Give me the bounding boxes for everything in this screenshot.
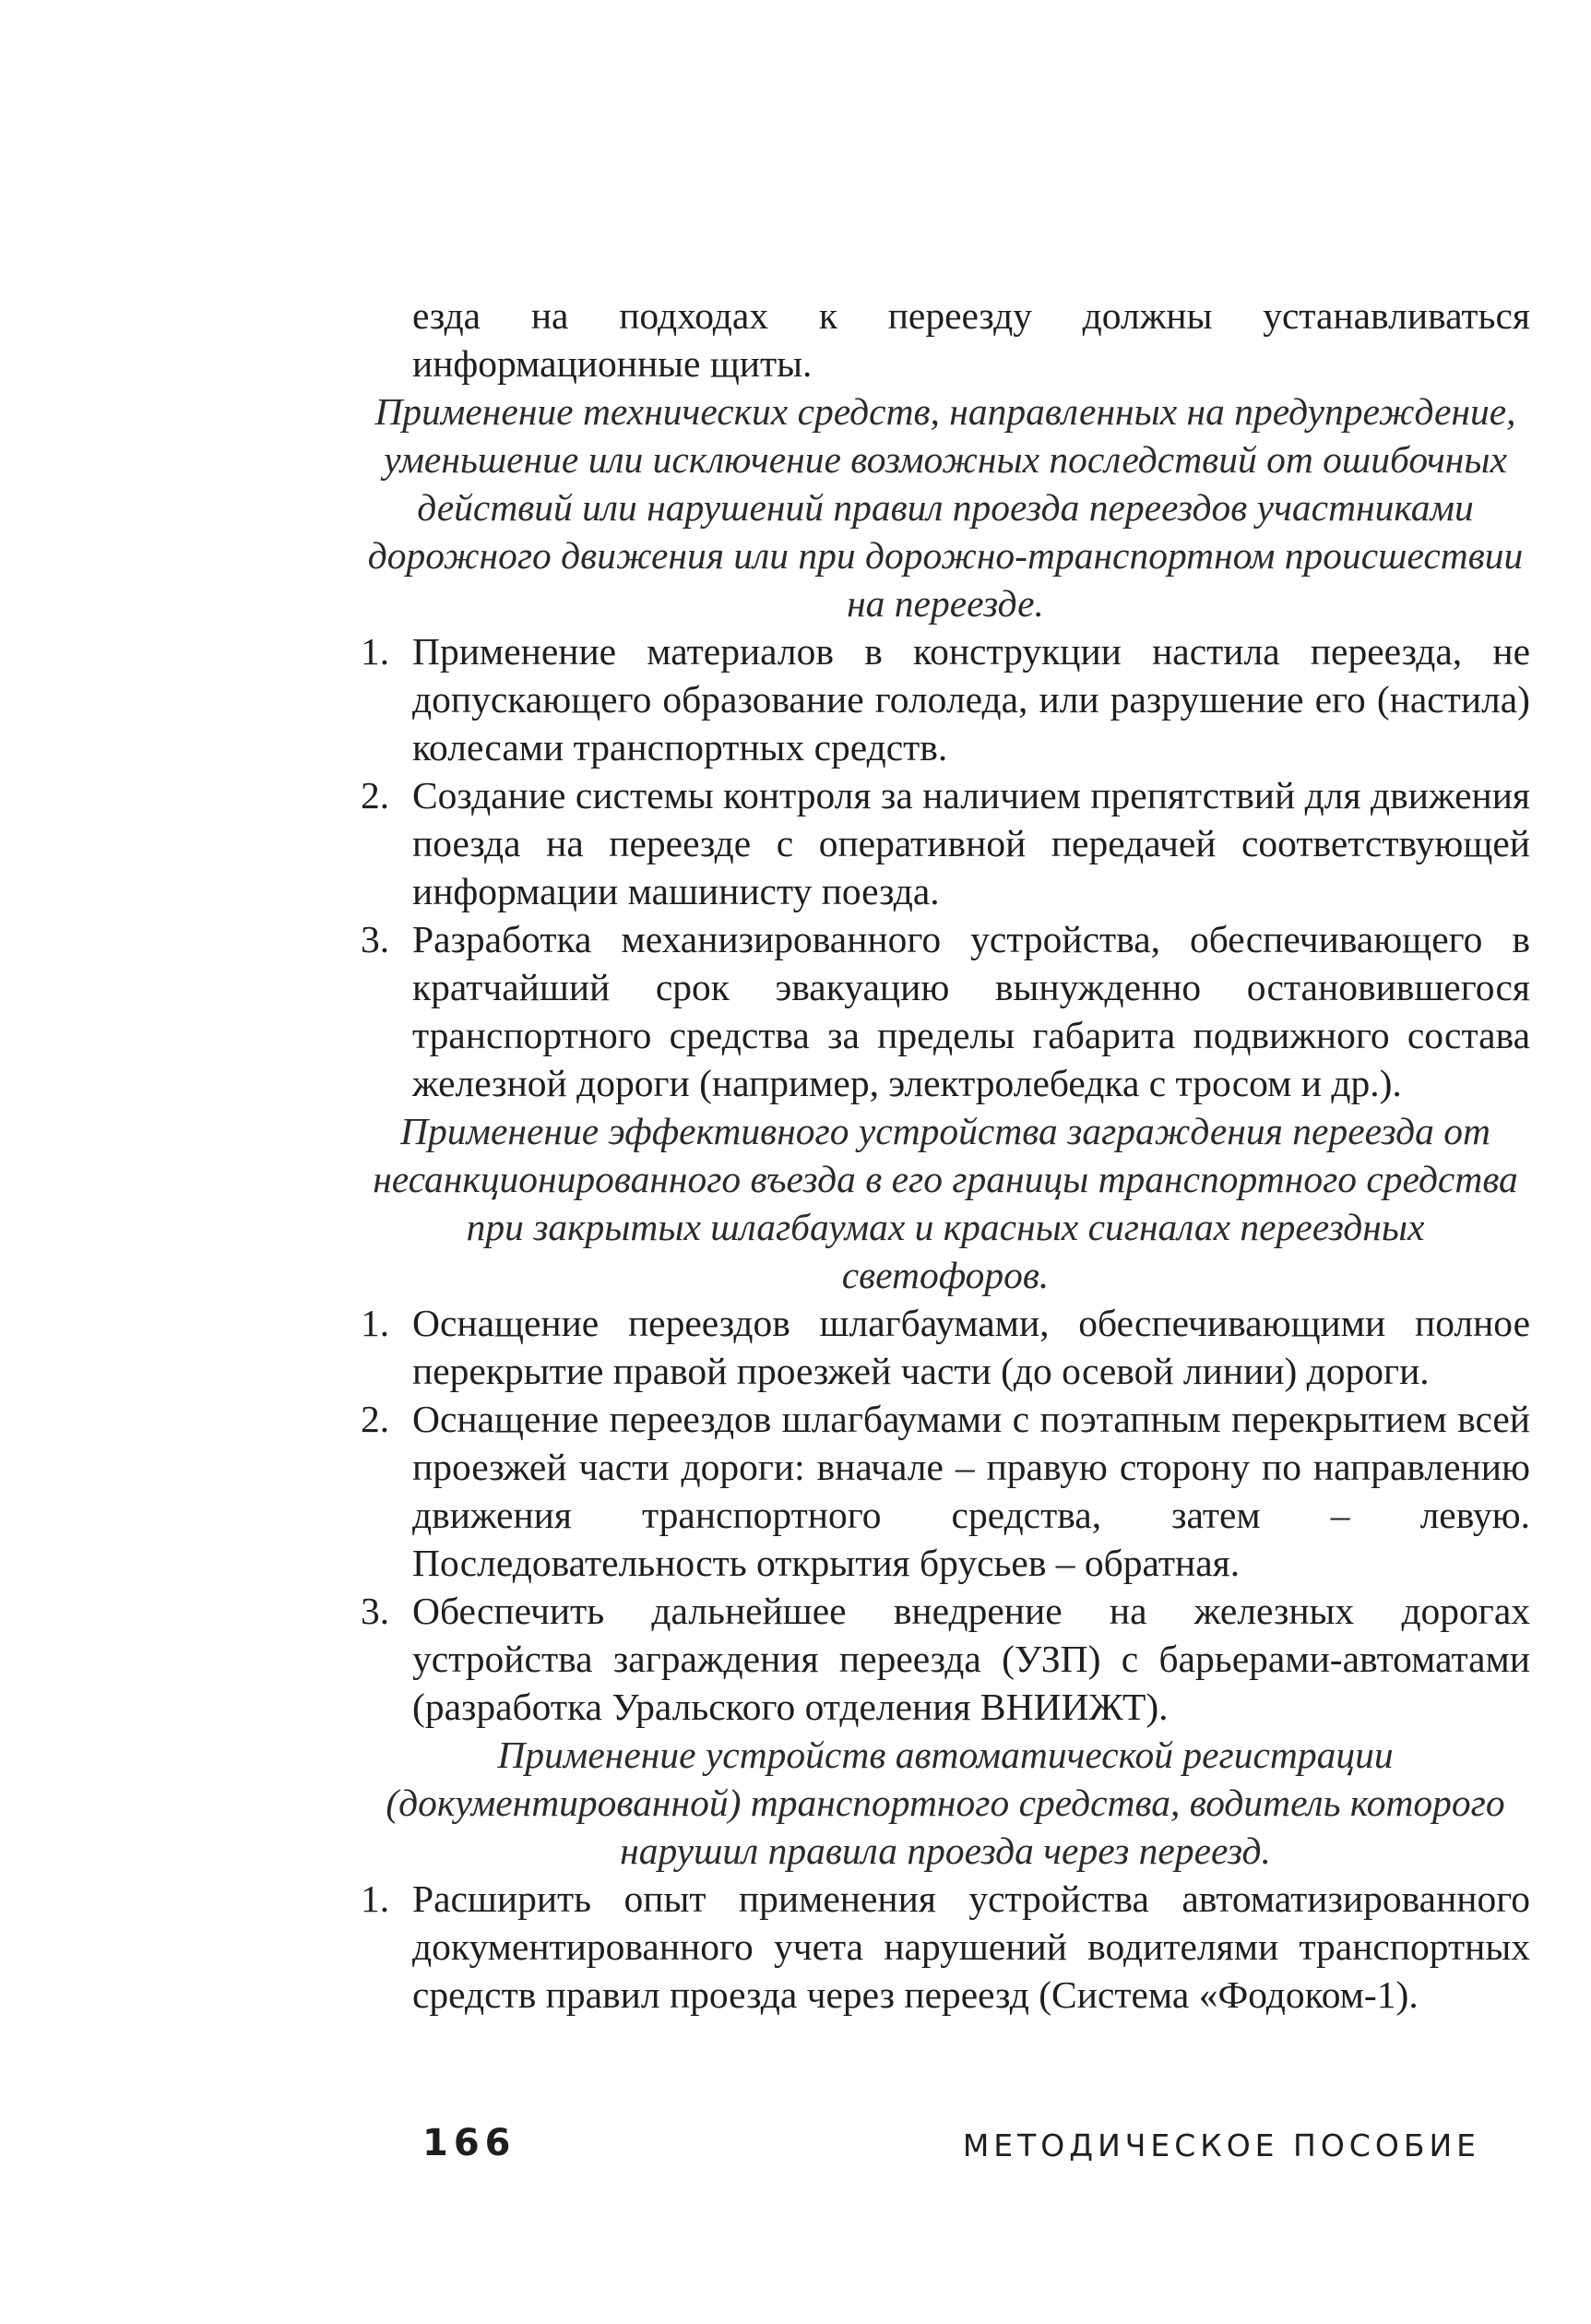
- list-item: [361, 771, 1530, 915]
- item-text: Обеспечить дальнейшее внедрение на железных дорогах устройства заграждения переезда (УЗП) с барьерами-автоматами (разработка Уральского отделения ВНИИЖТ).: [412, 1590, 1530, 1728]
- item-number: 1.: [361, 1877, 390, 1920]
- item-number: 2.: [361, 1398, 390, 1440]
- list-item: [361, 1587, 1530, 1731]
- section-heading: Применение технических средств, направленных на предупреждение, уменьшение или исключение возможных последствий от ошибочных действий или нарушений правил проезда переездов участниками дорожного движения или при дорожно-транспортном происшествии на переезде.: [367, 390, 1524, 625]
- item-text: Оснащение переездов шлагбаумами с поэтапным перекрытием всей проезжей части дороги: вначале – правую сторону по направлению движения транспортного средства, затем – левую. Последовательность открытия брусьев – обратная.: [412, 1398, 1530, 1584]
- item-text: Применение материалов в конструкции настила переезда, не допускающего образование гололеда, или разрушение его (настила) колесами транспортных средств.: [412, 630, 1530, 769]
- section-auto-registration: [361, 1731, 1530, 2019]
- item-number: 3.: [361, 1590, 390, 1632]
- list-item: [361, 1875, 1530, 2019]
- item-text: Оснащение переездов шлагбаумами, обеспечивающими полное перекрытие правой проезжей части (до осевой линии) дороги.: [412, 1302, 1530, 1392]
- item-text: Расширить опыт применения устройства автоматизированного документированного учета нарушений водителями транспортных средств правил проезда через переезд (Система «Фодоком-1).: [412, 1877, 1530, 2016]
- item-number: 2.: [361, 774, 390, 816]
- item-text: Создание системы контроля за наличием препятствий для движения поезда на переезде с оперативной передачей соответствующей информации машинисту поезда.: [412, 774, 1530, 912]
- section-technical-means: [361, 387, 1530, 1107]
- page-body: [361, 292, 1530, 2019]
- list-item: [361, 1395, 1530, 1587]
- list-item: [361, 627, 1530, 771]
- section-heading: Применение эффективного устройства заграждения переезда от несанкционированного въезда в его границы транспортного средства при закрытых шлагбаумах и красных сигналах переездных светофоров.: [373, 1110, 1518, 1296]
- item-text: Разработка механизированного устройства, обеспечивающего в кратчайший срок эвакуацию вынужденно остановившегося транспортного средства за пределы габарита подвижного состава железной дороги (например, электролебедка с тросом и др.).: [412, 918, 1530, 1104]
- numbered-list: [361, 627, 1530, 1107]
- section-barrier-device: [361, 1107, 1530, 1731]
- page-number: 166: [422, 2122, 516, 2164]
- list-item: [361, 1299, 1530, 1395]
- intro-paragraph: езда на подходах к переезду должны устанавливаться информационные щиты.: [412, 294, 1530, 385]
- numbered-list: [361, 1875, 1530, 2019]
- page-footer: [0, 2122, 1591, 2177]
- item-number: 1.: [361, 1302, 390, 1344]
- list-item: [361, 915, 1530, 1107]
- running-title: МЕТОДИЧЕСКОЕ ПОСОБИЕ: [962, 2127, 1480, 2163]
- numbered-list: [361, 1299, 1530, 1731]
- item-number: 1.: [361, 630, 390, 673]
- item-number: 3.: [361, 918, 390, 960]
- section-heading: Применение устройств автоматической регистрации (документированной) транспортного средства, водитель которого нарушил правила проезда через переезд.: [386, 1734, 1505, 1872]
